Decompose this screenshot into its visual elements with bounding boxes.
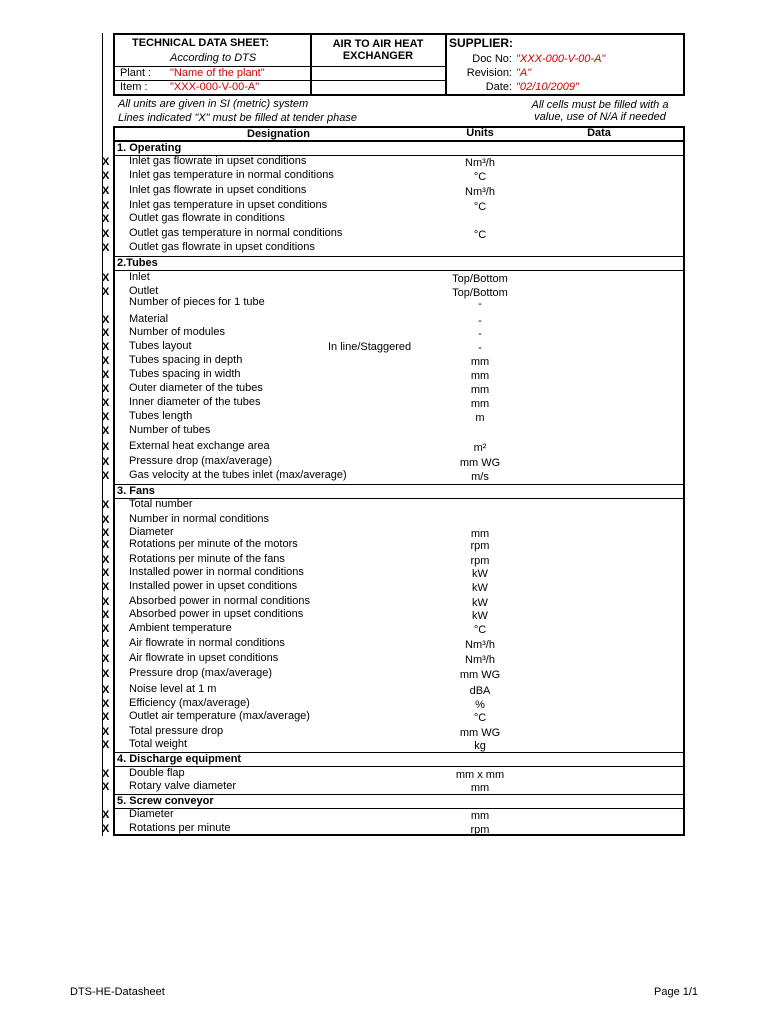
- section-divider: [113, 256, 685, 257]
- row-designation: Outlet air temperature (max/average): [129, 710, 310, 722]
- data-cell[interactable]: [530, 697, 680, 710]
- tender-required-mark: X: [102, 711, 110, 723]
- data-cell[interactable]: [530, 271, 680, 284]
- tender-required-mark: X: [102, 781, 110, 793]
- row-designation: Rotations per minute of the motors: [129, 538, 298, 550]
- row-unit: mm: [470, 528, 490, 540]
- row-unit: mm: [470, 398, 490, 410]
- row-designation: Tubes spacing in depth: [129, 354, 243, 366]
- equipment-name: EXCHANGER: [342, 50, 414, 62]
- tender-required-mark: X: [102, 441, 110, 453]
- data-cell[interactable]: [530, 340, 680, 353]
- tender-required-mark: X: [102, 581, 110, 593]
- row-designation: Inlet gas flowrate in upset conditions: [129, 155, 307, 167]
- tender-required-mark: X: [102, 411, 110, 423]
- tender-required-mark: X: [102, 185, 110, 197]
- row-designation: Tubes layout: [129, 340, 192, 352]
- data-cell[interactable]: [530, 538, 680, 551]
- item-value[interactable]: "XXX-000-V-00-A": [170, 81, 260, 93]
- row-designation: Pressure drop (max/average): [129, 455, 273, 467]
- data-cell[interactable]: [530, 553, 680, 566]
- tender-required-mark: X: [102, 554, 110, 566]
- row-designation: Efficiency (max/average): [129, 697, 250, 709]
- data-cell[interactable]: [530, 455, 680, 468]
- header-divider: [113, 80, 446, 81]
- section-title: 1. Operating: [117, 142, 182, 154]
- cells-note: value, use of N/A if needed: [534, 111, 666, 123]
- header-divider: [113, 66, 446, 67]
- supplier-label: SUPPLIER:: [449, 36, 514, 50]
- docno-value[interactable]: "XXX-000-V-00-A": [516, 53, 606, 65]
- tender-required-mark: X: [102, 768, 110, 780]
- row-unit: Nm³/h: [465, 157, 495, 169]
- tender-required-mark: X: [102, 456, 110, 468]
- row-designation: Rotations per minute: [129, 822, 231, 834]
- row-designation: Outlet gas temperature in normal conditions: [129, 227, 343, 239]
- row-unit: kg: [474, 740, 486, 752]
- docno-label: Doc No:: [472, 53, 512, 65]
- row-unit: rpm: [470, 824, 490, 836]
- row-unit: -: [478, 342, 482, 354]
- data-cell[interactable]: [530, 667, 680, 680]
- sheet-title: TECHNICAL DATA SHEET:: [132, 37, 270, 49]
- data-cell[interactable]: [530, 822, 680, 835]
- tender-required-mark: X: [102, 567, 110, 579]
- row-designation: Absorbed power in normal conditions: [129, 595, 310, 607]
- data-cell[interactable]: [530, 241, 680, 254]
- units-note: All units are given in SI (metric) system: [118, 98, 309, 110]
- row-unit: mm: [470, 370, 490, 382]
- data-cell[interactable]: [530, 227, 680, 240]
- tender-required-mark: X: [102, 596, 110, 608]
- tender-required-mark: X: [102, 156, 110, 168]
- row-unit: °C: [473, 229, 487, 241]
- data-cell[interactable]: [530, 608, 680, 621]
- tender-required-mark: X: [102, 314, 110, 326]
- row-designation: Inner diameter of the tubes: [129, 396, 261, 408]
- row-unit: mm: [470, 384, 490, 396]
- row-unit: -: [478, 298, 482, 310]
- tender-required-mark: X: [102, 369, 110, 381]
- row-unit: dBA: [469, 685, 491, 697]
- data-cell[interactable]: [530, 710, 680, 723]
- row-options: In line/Staggered: [328, 341, 412, 353]
- sheet-subtitle: According to DTS: [170, 52, 257, 64]
- data-cell[interactable]: [530, 326, 680, 339]
- data-cell[interactable]: [530, 382, 680, 395]
- row-unit: mm: [470, 356, 490, 368]
- row-designation: Number of tubes: [129, 424, 211, 436]
- row-designation: Rotations per minute of the fans: [129, 553, 285, 565]
- row-designation: Total number: [129, 498, 193, 510]
- tender-required-mark: X: [102, 470, 110, 482]
- tender-required-mark: X: [102, 397, 110, 409]
- data-cell[interactable]: [530, 566, 680, 579]
- tender-required-mark: X: [102, 425, 110, 437]
- row-designation: Rotary valve diameter: [129, 780, 236, 792]
- tender-required-mark: X: [102, 823, 110, 835]
- row-designation: Inlet gas temperature in upset conditions: [129, 199, 328, 211]
- row-unit: m: [475, 412, 485, 424]
- row-unit: rpm: [470, 540, 490, 552]
- item-label: Item :: [120, 81, 148, 93]
- data-cell[interactable]: [530, 513, 680, 526]
- tender-required-mark: X: [102, 383, 110, 395]
- tender-required-mark: X: [102, 341, 110, 353]
- row-unit: Nm³/h: [465, 654, 495, 666]
- tender-required-mark: X: [102, 653, 110, 665]
- row-unit: m²: [473, 442, 487, 454]
- data-cell[interactable]: [530, 622, 680, 635]
- row-designation: Outlet gas flowrate in upset conditions: [129, 241, 315, 253]
- row-designation: Total weight: [129, 738, 188, 750]
- row-unit: -: [478, 315, 482, 327]
- tender-required-mark: X: [102, 698, 110, 710]
- data-cell[interactable]: [530, 683, 680, 696]
- tender-required-mark: X: [102, 242, 110, 254]
- row-designation: Inlet gas temperature in normal conditions: [129, 169, 334, 181]
- tender-required-mark: X: [102, 355, 110, 367]
- row-designation: Outlet: [129, 285, 159, 297]
- row-designation: Installed power in normal conditions: [129, 566, 304, 578]
- column-header-designation: Designation: [247, 128, 310, 140]
- row-designation: Number of modules: [129, 326, 225, 338]
- data-cell[interactable]: [530, 725, 680, 738]
- footer-doc-id: DTS-HE-Datasheet: [70, 986, 165, 998]
- row-unit: %: [475, 699, 485, 711]
- tender-required-mark: X: [102, 539, 110, 551]
- tender-required-mark: X: [102, 739, 110, 751]
- row-designation: Inlet gas flowrate in upset conditions: [129, 184, 307, 196]
- section-title: 2.Tubes: [117, 257, 158, 269]
- row-designation: Pressure drop (max/average): [129, 667, 273, 679]
- footer-page-number: Page 1/1: [654, 986, 699, 998]
- data-cell[interactable]: [530, 652, 680, 665]
- data-cell[interactable]: [530, 184, 680, 197]
- date-value[interactable]: "02/10/2009": [516, 81, 579, 93]
- data-cell[interactable]: [530, 738, 680, 751]
- equipment-name: AIR TO AIR HEAT: [332, 38, 424, 50]
- row-designation: Diameter: [129, 808, 174, 820]
- header-divider: [445, 33, 447, 96]
- tender-required-mark: X: [102, 213, 110, 225]
- tender-required-mark: X: [102, 499, 110, 511]
- section-divider: [113, 484, 685, 485]
- row-unit: mm: [470, 782, 490, 794]
- data-cell[interactable]: [530, 368, 680, 381]
- row-unit: mm: [470, 810, 490, 822]
- row-unit: kW: [472, 568, 488, 580]
- data-cell[interactable]: [530, 354, 680, 367]
- data-cell[interactable]: [530, 396, 680, 409]
- row-designation: Outer diameter of the tubes: [129, 382, 263, 394]
- section-divider: [113, 141, 685, 142]
- row-designation: Inlet: [129, 271, 150, 283]
- data-cell[interactable]: [530, 410, 680, 423]
- row-unit: mm WG: [459, 727, 501, 739]
- data-cell[interactable]: [530, 313, 680, 326]
- column-header-units: Units: [466, 127, 494, 139]
- revision-value[interactable]: "A": [516, 67, 532, 79]
- plant-value[interactable]: "Name of the plant": [170, 67, 265, 79]
- row-unit: °C: [473, 171, 487, 183]
- tender-required-mark: X: [102, 809, 110, 821]
- row-designation: Number of pieces for 1 tube: [129, 296, 265, 308]
- row-unit: °C: [473, 712, 487, 724]
- data-cell[interactable]: [530, 440, 680, 453]
- row-designation: Tubes spacing in width: [129, 368, 241, 380]
- data-cell[interactable]: [530, 595, 680, 608]
- tender-required-mark: X: [102, 623, 110, 635]
- data-cell[interactable]: [530, 637, 680, 650]
- row-unit: m/s: [471, 471, 489, 483]
- data-cell[interactable]: [530, 424, 680, 437]
- column-header-data: Data: [587, 127, 611, 139]
- row-unit: °C: [473, 624, 487, 636]
- cells-note: All cells must be filled with a: [531, 99, 669, 111]
- row-designation: Total pressure drop: [129, 725, 224, 737]
- revision-label: Revision:: [466, 67, 512, 79]
- row-unit: mm x mm: [455, 769, 505, 781]
- tender-required-mark: X: [102, 170, 110, 182]
- tender-required-mark: X: [102, 228, 110, 240]
- row-designation: Gas velocity at the tubes inlet (max/average): [129, 469, 347, 481]
- row-designation: Diameter: [129, 526, 174, 538]
- header-divider: [310, 33, 312, 96]
- tender-required-mark: X: [102, 609, 110, 621]
- tender-required-mark: X: [102, 200, 110, 212]
- row-designation: Ambient temperature: [129, 622, 232, 634]
- row-designation: Air flowrate in normal conditions: [129, 637, 285, 649]
- row-unit: mm WG: [459, 669, 501, 681]
- tender-required-mark: X: [102, 668, 110, 680]
- row-designation: Noise level at 1 m: [129, 683, 217, 695]
- row-unit: mm WG: [459, 457, 501, 469]
- tender-required-mark: X: [102, 327, 110, 339]
- row-unit: Nm³/h: [465, 639, 495, 651]
- data-cell[interactable]: [530, 580, 680, 593]
- data-cell[interactable]: [530, 296, 680, 309]
- row-unit: Nm³/h: [465, 186, 495, 198]
- data-cell[interactable]: [530, 155, 680, 168]
- tender-required-mark: X: [102, 286, 110, 298]
- row-designation: Double flap: [129, 767, 185, 779]
- data-cell[interactable]: [530, 767, 680, 780]
- row-designation: Outlet gas flowrate in conditions: [129, 212, 285, 224]
- date-label: Date:: [485, 81, 512, 93]
- tender-required-mark: X: [102, 527, 110, 539]
- row-unit: kW: [472, 582, 488, 594]
- row-unit: Top/Bottom: [452, 273, 508, 285]
- row-designation: Material: [129, 313, 169, 325]
- tender-required-mark: X: [102, 684, 110, 696]
- row-designation: Air flowrate in upset conditions: [129, 652, 279, 664]
- data-cell[interactable]: [530, 199, 680, 212]
- tender-required-mark: X: [102, 514, 110, 526]
- row-designation: Installed power in upset conditions: [129, 580, 298, 592]
- section-title: 3. Fans: [117, 485, 155, 497]
- data-cell[interactable]: [530, 808, 680, 821]
- data-cell[interactable]: [530, 498, 680, 511]
- tender-required-mark: X: [102, 272, 110, 284]
- row-unit: -: [478, 328, 482, 340]
- section-title: 5. Screw conveyor: [117, 795, 214, 807]
- tender-required-mark: X: [102, 638, 110, 650]
- row-designation: External heat exchange area: [129, 440, 270, 452]
- data-cell[interactable]: [530, 212, 680, 225]
- row-unit: rpm: [470, 555, 490, 567]
- row-designation: Absorbed power in upset conditions: [129, 608, 304, 620]
- row-designation: Tubes length: [129, 410, 193, 422]
- data-cell[interactable]: [530, 469, 680, 482]
- lines-note: Lines indicated "X" must be filled at tender phase: [118, 112, 357, 124]
- row-unit: kW: [472, 610, 488, 622]
- section-title: 4. Discharge equipment: [117, 753, 242, 765]
- plant-label: Plant :: [120, 67, 152, 79]
- row-unit: Top/Bottom: [452, 287, 508, 299]
- data-cell[interactable]: [530, 169, 680, 182]
- data-cell[interactable]: [530, 780, 680, 793]
- row-unit: kW: [472, 597, 488, 609]
- row-unit: °C: [473, 201, 487, 213]
- tender-required-mark: X: [102, 726, 110, 738]
- row-designation: Number in normal conditions: [129, 513, 270, 525]
